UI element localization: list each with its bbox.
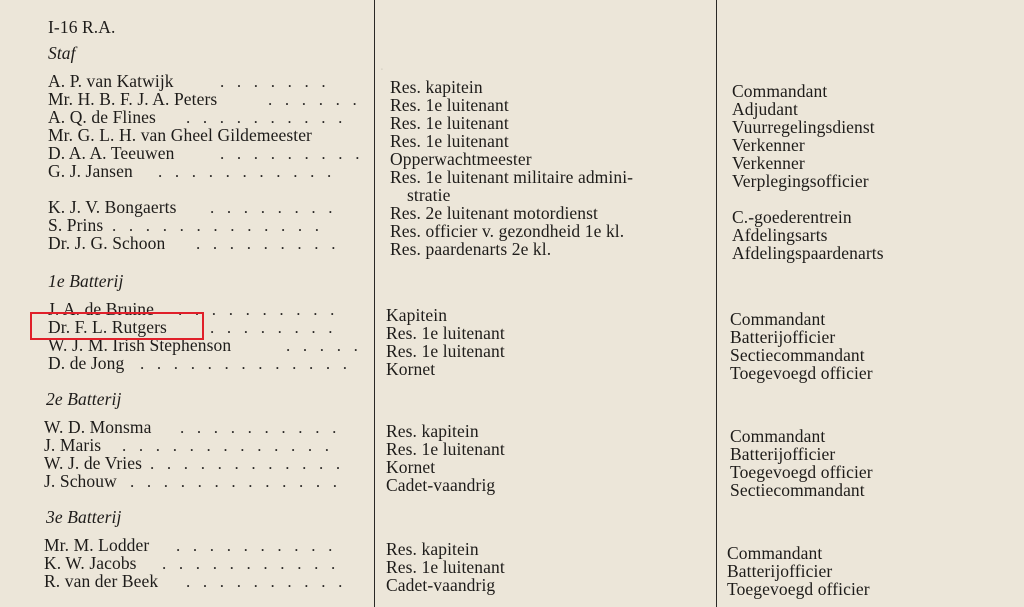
officer-role: Commandant [730, 426, 826, 446]
leader-dots: . . . . . . . . . . . . . [130, 472, 342, 491]
officer-role: Toegevoegd officier [727, 579, 870, 599]
officer-name: Mr. H. B. F. J. A. Peters [48, 89, 218, 109]
officer-rank: Res. 1e luitenant [386, 341, 505, 361]
officer-name: S. Prins [48, 215, 104, 235]
officer-rank-continued: stratie [407, 185, 451, 205]
leader-dots: . . . . . . . . . . . . [150, 454, 345, 473]
officer-name: D. A. A. Teeuwen [48, 143, 175, 163]
officer-role: C.-goederentrein [732, 207, 852, 227]
officer-rank: Res. 2e luitenant motordienst [390, 203, 599, 223]
officer-role: Commandant [732, 81, 828, 101]
section-title: Staf [48, 43, 76, 63]
officer-name: W. J. M. Irish Stephenson [48, 335, 232, 355]
officer-name: A. Q. de Flines [48, 107, 156, 127]
section-title: 3e Batterij [46, 507, 122, 527]
bleed-through: . [380, 58, 384, 74]
leader-dots: . . . . . . . . . . . . . [140, 354, 352, 373]
leader-dots: . . . . . . . . . . . . . [112, 216, 324, 235]
officer-name: R. van der Beek [44, 571, 159, 591]
officer-name: Mr. M. Lodder [44, 535, 150, 555]
officer-role: Commandant [730, 309, 826, 329]
officer-name: W. D. Monsma [44, 417, 152, 437]
officer-name: A. P. van Katwijk [48, 71, 174, 91]
officer-rank: Kornet [386, 457, 436, 477]
leader-dots: . . . . . . [268, 90, 361, 109]
officer-role: Afdelingsarts [732, 225, 828, 245]
section-title: 2e Batterij [46, 389, 122, 409]
leader-dots: . . . . . . . . . . . . . [122, 436, 334, 455]
officer-name: J. Schouw [44, 471, 117, 491]
leader-dots: . . . . . [286, 336, 363, 355]
officer-rank: Res. kapitein [390, 77, 483, 97]
officer-name: G. J. Jansen [48, 161, 133, 181]
officer-rank: Res. paardenarts 2e kl. [390, 239, 552, 259]
column-divider [374, 0, 375, 607]
leader-dots: . . . . . . . . [210, 318, 337, 337]
leader-dots: . . . . . . . [220, 72, 330, 91]
leader-dots: . . . . . . . . . [196, 234, 340, 253]
officer-role: Batterijofficier [730, 327, 836, 347]
officer-rank: Res. kapitein [386, 539, 479, 559]
officer-role: Sectiecommandant [730, 480, 865, 500]
officer-name: Dr. J. G. Schoon [48, 233, 166, 253]
highlight-box [30, 312, 204, 340]
officer-name: J. Maris [44, 435, 102, 455]
leader-dots: . . . . . . . . . [220, 144, 364, 163]
officer-rank: Cadet-vaandrig [386, 575, 496, 595]
officer-rank: Res. 1e luitenant [390, 95, 509, 115]
officer-rank: Res. kapitein [386, 421, 479, 441]
leader-dots: . . . . . . . . . . [186, 572, 347, 591]
officer-name: K. J. V. Bongaerts [48, 197, 177, 217]
section-title: 1e Batterij [48, 271, 124, 291]
officer-rank: Res. 1e luitenant [390, 131, 509, 151]
officer-role: Batterijofficier [730, 444, 836, 464]
officer-rank: Res. officier v. gezondheid 1e kl. [390, 221, 625, 241]
officer-role: Verkenner [732, 153, 805, 173]
officer-rank: Opperwachtmeester [390, 149, 532, 169]
officer-rank: Res. 1e luitenant [390, 113, 509, 133]
officer-rank: Res. 1e luitenant [386, 557, 505, 577]
officer-role: Batterijofficier [727, 561, 833, 581]
leader-dots: . . . . . . . . . . [176, 536, 337, 555]
officer-rank: Res. 1e luitenant militaire admini- [390, 167, 634, 187]
officer-role: Toegevoegd officier [730, 462, 873, 482]
leader-dots: . . . . . . . . . . [180, 418, 341, 437]
officer-rank: Res. 1e luitenant [386, 439, 505, 459]
officer-role: Commandant [727, 543, 823, 563]
officer-role: Verkenner [732, 135, 805, 155]
officer-name: K. W. Jacobs [44, 553, 137, 573]
officer-name: J. A. de Bruine [48, 299, 155, 319]
officer-role: Vuurregelingsdienst [732, 117, 875, 137]
leader-dots: . . . . . . . . [210, 198, 337, 217]
officer-role: Toegevoegd officier [730, 363, 873, 383]
officer-role: Afdelingspaardenarts [732, 243, 884, 263]
officer-name: W. J. de Vries [44, 453, 143, 473]
officer-rank: Cadet-vaandrig [386, 475, 496, 495]
officer-rank: Kapitein [386, 305, 448, 325]
officer-name: D. de Jong [48, 353, 125, 373]
leader-dots: . . . . . . . . . . [178, 300, 339, 319]
leader-dots: . . . . . . . . . . . [162, 554, 340, 573]
column-divider [716, 0, 717, 607]
leader-dots: . . . . . . . . . . [186, 108, 347, 127]
officer-role: Sectiecommandant [730, 345, 865, 365]
officer-name-highlighted: Dr. F. L. Rutgers [48, 317, 167, 337]
unit-title: I-16 R.A. [48, 17, 116, 37]
officer-role: Verplegingsofficier [732, 171, 869, 191]
officer-name: Mr. G. L. H. van Gheel Gildemeester [48, 125, 312, 145]
leader-dots: . . . . . . . . . . . [158, 162, 336, 181]
officer-rank: Kornet [386, 359, 436, 379]
officer-rank: Res. 1e luitenant [386, 323, 505, 343]
officer-role: Adjudant [732, 99, 798, 119]
